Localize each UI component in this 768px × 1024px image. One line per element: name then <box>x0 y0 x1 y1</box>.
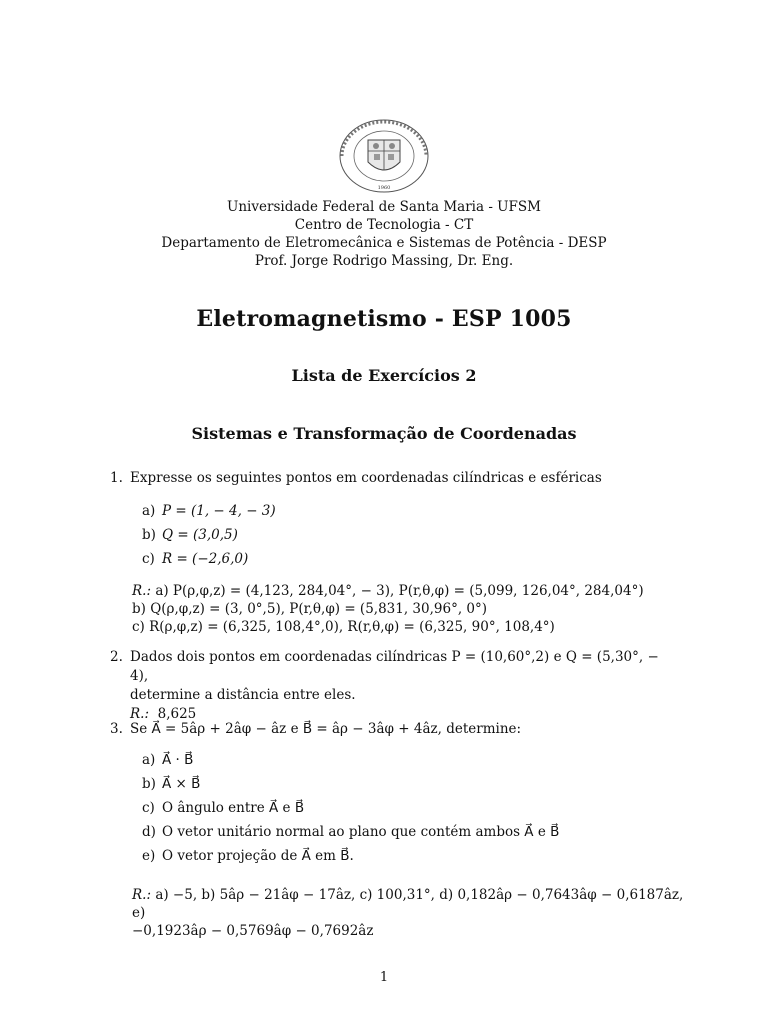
list-title: Lista de Exercícios 2 <box>291 366 477 385</box>
center-name: Centro de Tecnologia - CT <box>294 217 474 233</box>
institution-header <box>0 198 768 270</box>
section-title: Sistemas e Transformação de Coordenadas <box>191 424 577 443</box>
question-text: Dados dois pontos em coordenadas cilíndricas P = (10,60°,2) e Q = (5,30°, − 4), <box>130 649 659 684</box>
list-item: b) Q = (3,0,5) <box>142 527 238 543</box>
answer-value: 8,625 <box>157 706 197 722</box>
question-text: determine a distância entre eles. <box>130 687 356 703</box>
answer-prefix: R.: <box>132 583 152 599</box>
question-1-items <box>142 499 276 571</box>
question-1 <box>110 469 680 488</box>
list-item: b) A⃗ × B⃗ <box>142 776 201 792</box>
answer-line: a) −5, b) 5âρ − 21âφ − 17âz, c) 100,31°, d) 0,182âρ − 0,7643âφ − 0,6187âz, e) <box>132 887 684 921</box>
question-2 <box>110 648 680 724</box>
question-3-answer <box>132 886 692 940</box>
list-item: a) P = (1, − 4, − 3) <box>142 503 276 519</box>
list-item: c) O ângulo entre A⃗ e B⃗ <box>142 800 305 816</box>
question-3 <box>110 720 680 739</box>
question-number: 2. <box>110 649 123 665</box>
list-item: d) O vetor unitário normal ao plano que contém ambos A⃗ e B⃗ <box>142 824 560 840</box>
professor-name: Prof. Jorge Rodrigo Massing, Dr. Eng. <box>254 253 514 269</box>
svg-text:1960: 1960 <box>377 185 391 191</box>
department-name: Departamento de Eletromecânica e Sistemas de Potência - DESP <box>161 235 607 251</box>
answer-line: b) Q(ρ,φ,z) = (3, 0°,5), P(r,θ,φ) = (5,831, 30,96°, 0°) <box>132 601 488 617</box>
answer-prefix: R.: <box>130 706 150 722</box>
question-number: 3. <box>110 721 123 737</box>
answer-line: −0,1923âρ − 0,5769âφ − 0,7692âz <box>132 923 374 939</box>
question-text: Expresse os seguintes pontos em coordenadas cilíndricas e esféricas <box>130 470 602 486</box>
question-number: 1. <box>110 470 123 486</box>
question-text: Se A⃗ = 5âρ + 2âφ − âz e B⃗ = âρ − 3âφ + 4âz, determine: <box>130 721 522 737</box>
answer-line: a) P(ρ,φ,z) = (4,123, 284,04°, − 3), P(r,θ,φ) = (5,099, 126,04°, 284,04°) <box>155 583 644 599</box>
list-item: c) R = (−2,6,0) <box>142 551 249 567</box>
university-name: Universidade Federal de Santa Maria - UFSM <box>226 199 541 215</box>
question-3-items <box>142 748 559 868</box>
university-seal-logo <box>328 118 440 196</box>
page-number: 1 <box>379 970 389 985</box>
list-item: e) O vetor projeção de A⃗ em B⃗. <box>142 848 354 864</box>
list-item: a) A⃗ · B⃗ <box>142 752 194 768</box>
question-1-answer <box>132 582 692 636</box>
course-title: Eletromagnetismo - ESP 1005 <box>196 306 572 332</box>
answer-prefix: R.: <box>132 887 152 903</box>
answer-line: c) R(ρ,φ,z) = (6,325, 108,4°,0), R(r,θ,φ) = (6,325, 90°, 108,4°) <box>132 619 555 635</box>
